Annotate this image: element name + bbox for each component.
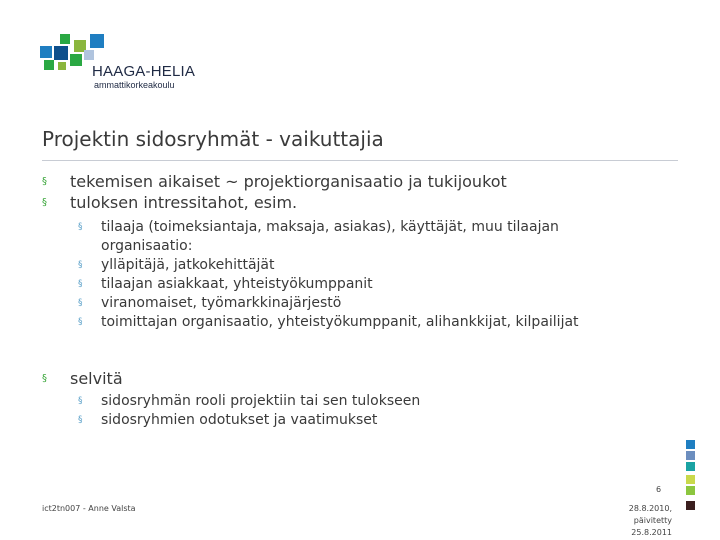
bullet-list-level1 xyxy=(42,171,662,213)
logo-subtitle: ammattikorkeakoulu xyxy=(94,80,175,90)
decorative-square xyxy=(686,501,695,510)
bullet-icon: § xyxy=(78,222,83,232)
bullet-icon: § xyxy=(42,197,47,208)
bullet-icon: § xyxy=(78,415,83,425)
bullet-icon: § xyxy=(78,317,83,327)
decorative-square xyxy=(686,486,695,495)
list-item: § tilaaja (toimeksiantaja, maksaja, asiakas), käyttäjät, muu tilaajan organisaatio: xyxy=(78,219,559,254)
bullet-list-level2 xyxy=(78,392,648,430)
decorative-square xyxy=(686,451,695,460)
list-item: § toimittajan organisaatio, yhteistyökumppanit, alihankkijat, kilpailijat xyxy=(78,314,579,330)
page-number: 6 xyxy=(656,485,662,494)
logo-square xyxy=(54,46,68,60)
bullet-icon: § xyxy=(42,176,47,187)
logo-square xyxy=(90,34,104,48)
bullet-icon: § xyxy=(78,298,83,308)
list-item: § tekemisen aikaiset ~ projektiorganisaatio ja tukijoukot xyxy=(42,172,507,191)
bullet-icon: § xyxy=(78,260,83,270)
bullet-icon: § xyxy=(42,373,47,384)
bullet-list-level1 xyxy=(42,368,662,389)
list-item: § tuloksen intressitahot, esim. xyxy=(42,193,298,212)
list-item: § sidosryhmien odotukset ja vaatimukset xyxy=(78,412,378,428)
title-divider xyxy=(42,160,678,161)
list-item: § viranomaiset, työmarkkinajärjestö xyxy=(78,295,342,311)
logo-square xyxy=(40,46,52,58)
list-item: § ylläpitäjä, jatkokehittäjät xyxy=(78,257,275,273)
logo-square xyxy=(70,54,82,66)
decorative-square xyxy=(686,475,695,484)
list-item: § tilaajan asiakkaat, yhteistyökumppanit xyxy=(78,276,373,292)
slide-title: Projektin sidosryhmät - vaikuttajia xyxy=(42,127,384,151)
bullet-icon: § xyxy=(78,279,83,289)
footer-author: ict2tn007 - Anne Valsta xyxy=(42,504,136,513)
footer-date: 28.8.2010, päivitetty 25.8.2011 xyxy=(628,504,672,537)
list-item: § sidosryhmän rooli projektiin tai sen tulokseen xyxy=(78,393,421,409)
logo-name: HAAGA-HELIA xyxy=(92,63,196,80)
bullet-list-level2 xyxy=(78,218,648,332)
logo-square xyxy=(60,34,70,44)
bullet-icon: § xyxy=(78,396,83,406)
decorative-square xyxy=(686,462,695,471)
decorative-square xyxy=(686,440,695,449)
logo-square xyxy=(84,50,94,60)
list-item: § selvitä xyxy=(42,369,123,388)
logo-square xyxy=(58,62,66,70)
logo-square xyxy=(44,60,54,70)
